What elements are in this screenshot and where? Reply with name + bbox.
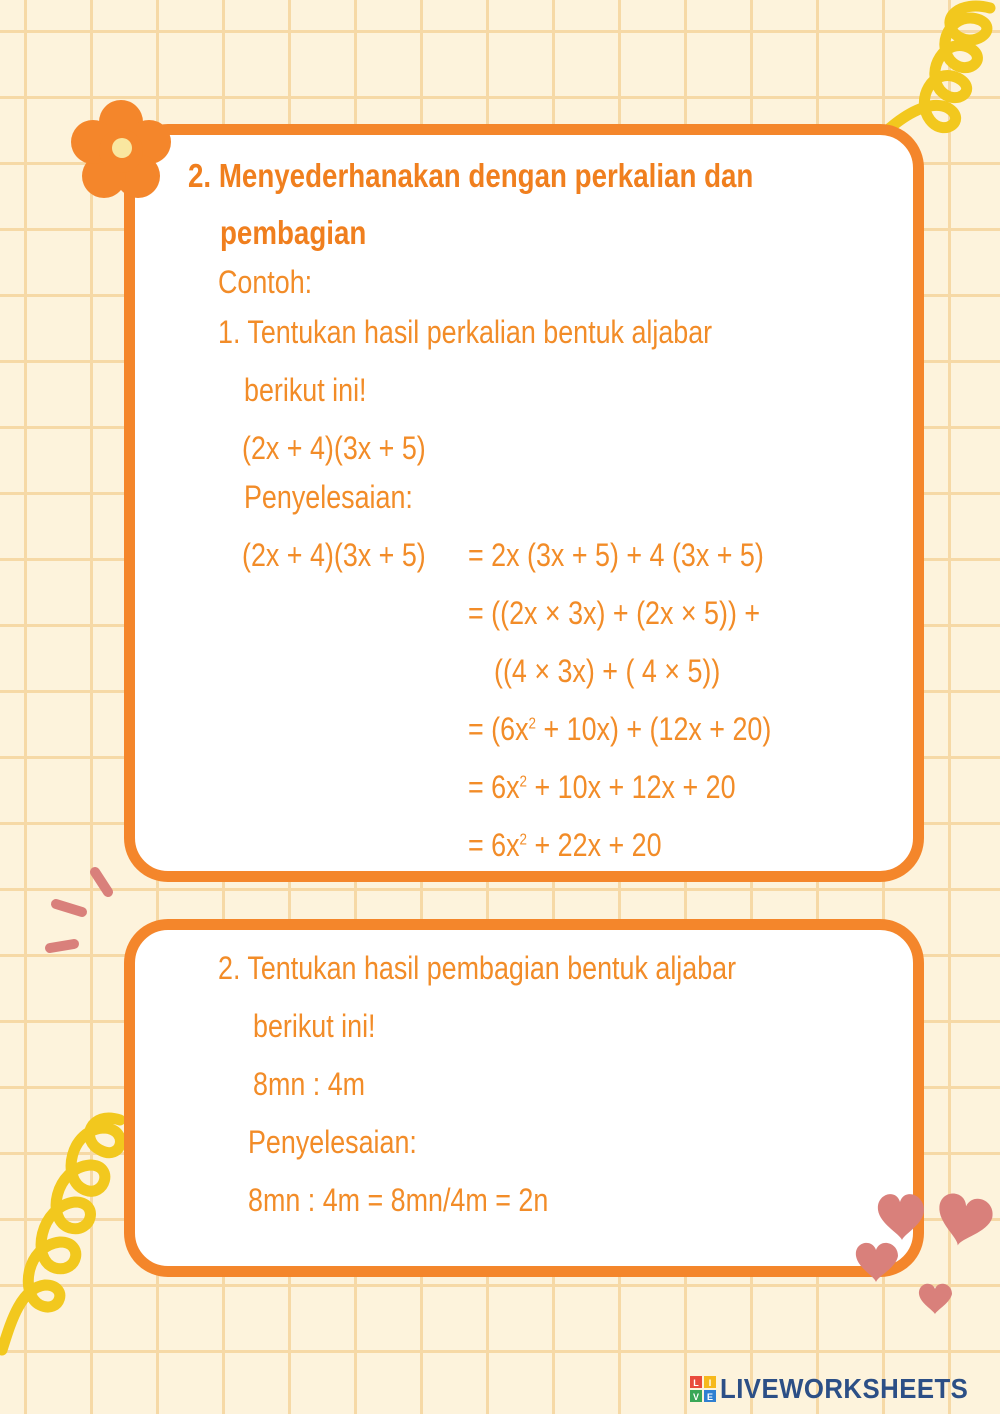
solution1-step4: = $(6x^2 + 10x) + (12x + 20)$ — [468, 711, 772, 747]
solution1-step3: ((4 × 3x) + ( 4 × 5)) — [494, 653, 721, 689]
solution1-lhs: (2x + 4)(3x + 5) — [242, 537, 426, 573]
question2-line2: berikut ini! — [253, 1008, 376, 1044]
exponent: 2 — [528, 715, 536, 733]
example-label: Contoh: — [218, 264, 313, 300]
solution2-answer: 8mn : 4m = 8mn/4m = 2n — [248, 1182, 549, 1218]
solution2-label: Penyelesaian: — [248, 1124, 417, 1160]
hearts-decoration — [852, 1178, 1000, 1318]
logo-letter: E — [706, 1392, 714, 1402]
question1-expression: (2x + 4)(3x + 5) — [242, 430, 426, 466]
section-heading-line2: pembagian — [220, 214, 367, 251]
question2-expression: 8mn : 4m — [253, 1066, 366, 1102]
flower-icon — [66, 96, 176, 206]
logo-letter: L — [693, 1378, 699, 1388]
question2-line1: 2. Tentukan hasil pembagian bentuk aljabar — [218, 950, 737, 986]
question1-line1: 1. Tentukan hasil perkalian bentuk aljabar — [218, 314, 713, 350]
solution1-step5: = $6x^2 + 10x + 12x + 20$ — [468, 769, 736, 805]
liveworksheets-logo-icon — [690, 1376, 716, 1402]
swirl-decoration-bottom-left — [0, 1110, 140, 1360]
solution1-step1: = 2x (3x + 5) + 4 (3x + 5) — [468, 537, 764, 573]
liveworksheets-brand — [690, 1372, 990, 1406]
exponent: 2 — [519, 773, 528, 791]
accent-marks-decoration — [40, 862, 115, 962]
exponent: 2 — [519, 831, 528, 849]
question1-line2: berikut ini! — [244, 372, 367, 408]
solution1-label: Penyelesaian: — [244, 479, 413, 515]
brand-name: LIVEWORKSHEETS — [720, 1373, 969, 1404]
logo-letter: V — [692, 1392, 700, 1402]
section-heading-line1: 2. Menyederhanakan dengan perkalian dan — [188, 157, 754, 194]
logo-letter: I — [708, 1378, 712, 1388]
solution1-step6: = $6x^2 + 22x + 20$ — [468, 827, 662, 863]
solution1-step2: = ((2x × 3x) + (2x × 5)) + — [468, 595, 761, 631]
